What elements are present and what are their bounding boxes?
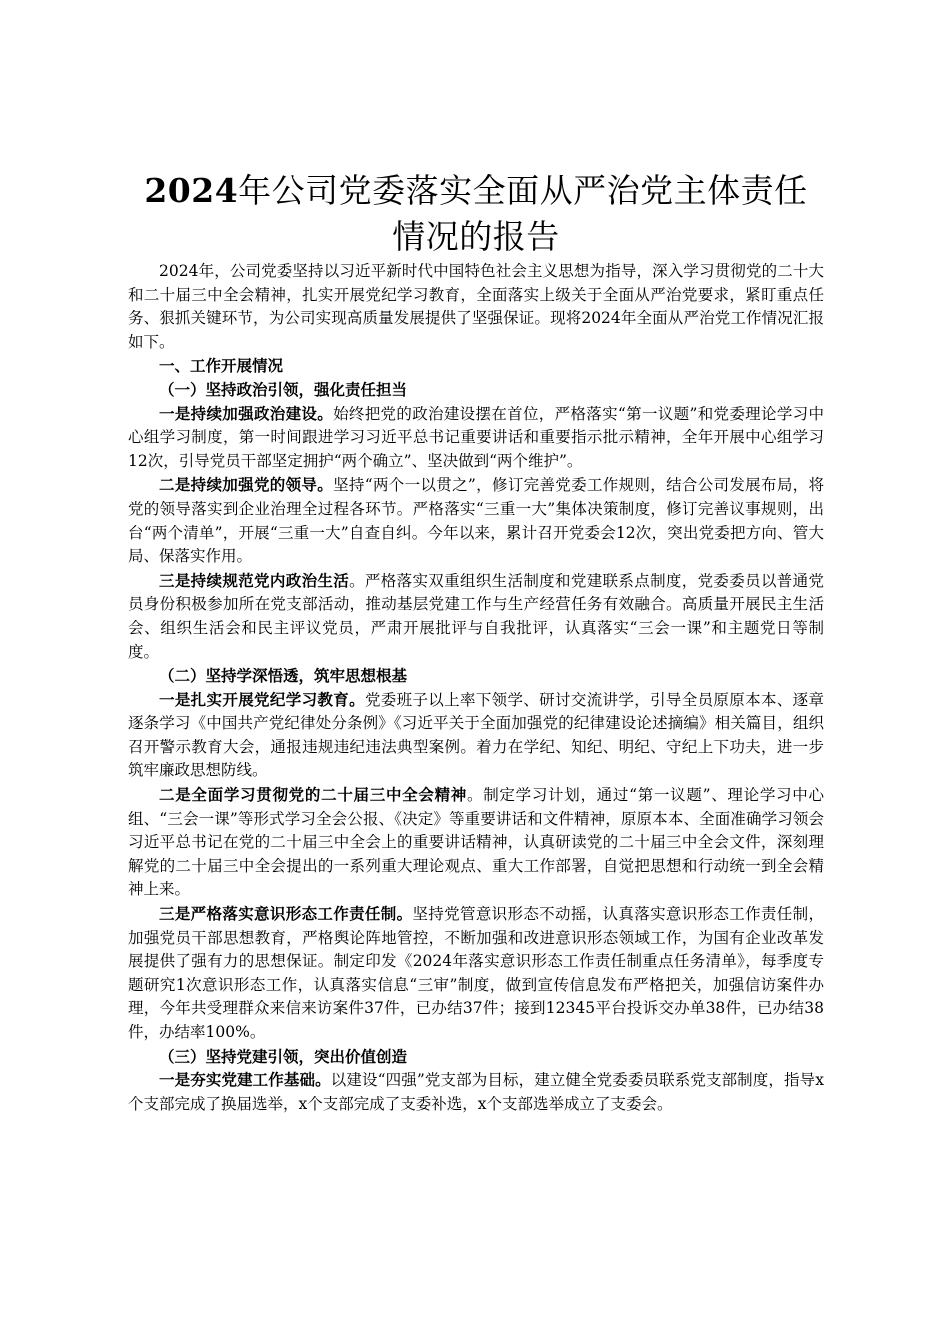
paragraph-4-lead: 一是扎实开展党纪学习教育。 [159, 689, 365, 709]
paragraph-4-body: 党委班子以上率下领学、研讨交流讲学，引导全员原原本本、逐章逐条学习《中国共产党纪律处分条例》《习近平关于全面加强党的纪律建设论述摘编》相关篇目，组织召开警示教育大会，通报违规违纪违法典型案例。着力在学纪、知纪、明纪、守纪上下功夫，进一步筑牢廉政思想防线。 [128, 690, 824, 780]
paragraph-6 [128, 902, 824, 1045]
paragraph-7-lead: 一是夯实党建工作基础。 [159, 1070, 331, 1090]
section-heading-1: 一、工作开展情况 [159, 356, 284, 376]
paragraph-3-lead: 三是持续规范党内政治生活 [159, 570, 350, 590]
paragraph-7-body: 以建设“四强”党支部为目标，建立健全党委委员联系党支部制度，指导x个支部完成了换届选举，x个支部完成了支委补选，x个支部选举成立了支委会。 [128, 1071, 824, 1113]
paragraph-2 [128, 473, 824, 568]
paragraph-1 [128, 402, 824, 474]
subsection-heading-1: （一）坚持政治引领，强化责任担当 [159, 379, 408, 399]
paragraph-1-body: 始终把党的政治建设摆在首位，严格落实“第一议题”和党委理论学习中心组学习制度，第一时间跟进学习习近平总书记重要讲话和重要指示批示精神，全年开展中心组学习12次，引导党员干部坚定拥护“两个确立”、坚决做到“两个维护”。 [128, 404, 824, 470]
title-year: 2024 [144, 171, 239, 210]
paragraph-6-lead: 三是严格落实意识形态工作责任制。 [159, 904, 413, 924]
subsection-heading-2: （二）坚持学深悟透，筑牢思想根基 [159, 666, 408, 686]
document-title [128, 168, 824, 260]
paragraph-1-lead: 一是持续加强政治建设。 [159, 403, 334, 423]
paragraph-4 [128, 688, 824, 783]
intro-paragraph: 2024年，公司党委坚持以习近平新时代中国特色社会主义思想为指导，深入学习贯彻党的二十大和二十届三中全会精神，扎实开展党纪学习教育，全面落实上级关于全面从严治党要求，紧盯重点任务、狠抓关键环节，为公司实现高质量发展提供了坚强保证。现将2024年全面从严治党工作情况汇报如下。 [128, 262, 824, 351]
paragraph-2-body: 坚持“两个一以贯之”，修订完善党委工作规则，结合公司发展布局，将党的领导落实到企业治理全过程各环节。严格落实“三重一大”集体决策制度，修订完善议事规则，出台“两个清单”，开展“三重一大”自查自纠。今年以来，累计召开党委会12次，突出党委把方向、管大局、保落实作用。 [128, 476, 824, 566]
paragraph-2-lead: 二是持续加强党的领导。 [159, 475, 334, 495]
paragraph-5-lead: 二是全面学习贯彻党的二十届三中全会精神 [159, 785, 467, 805]
document-page [128, 168, 824, 1116]
paragraph-3 [128, 569, 824, 664]
paragraph-5-body: 。制定学习计划，通过“第一议题”、理论学习中心组、“三会一课”等形式学习全会公报、《决定》等重要讲话和文件精神，原原本本、全面准确学习领会习近平总书记在党的二十届三中全会上的重要讲话精神，认真研读党的二十届三中全会文件，深刻理解党的二十届三中全会提出的一系列重大理论观点、重大工作部署，自觉把思想和行动统一到全会精神上来。 [128, 786, 824, 899]
paragraph-7 [128, 1068, 824, 1116]
paragraph-5 [128, 783, 824, 902]
paragraph-6-body: 坚持党管意识形态不动摇，认真落实意识形态工作责任制，加强党员干部思想教育，严格舆论阵地管控，不断加强和改进意识形态领域工作，为国有企业改革发展提供了强有力的思想保证。制定印发《2024年落实意识形态工作责任制重点任务清单》，每季度专题研究1次意识形态工作，认真落实信息“三审”制度，做到宣传信息发布严格把关，加强信访案件办理，今年共受理群众来信来访案件37件，已办结37件；接到12345平台投诉交办单38件，已办结38件，办结率100%。 [128, 905, 824, 1041]
subsection-heading-3: （三）坚持党建引领，突出价值创造 [159, 1046, 408, 1066]
paragraph-3-body: 。严格落实双重组织生活制度和党建联系点制度，党委委员以普通党员身份积极参加所在党支部活动，推动基层党建工作与生产经营任务有效融合。高质量开展民主生活会、组织生活会和民主评议党员，严肃开展批评与自我批评，认真落实“三会一课”和主题党日等制度。 [128, 571, 824, 661]
title-text: 年公司党委落实全面从严治党主体责任情况的报告 [238, 171, 808, 256]
